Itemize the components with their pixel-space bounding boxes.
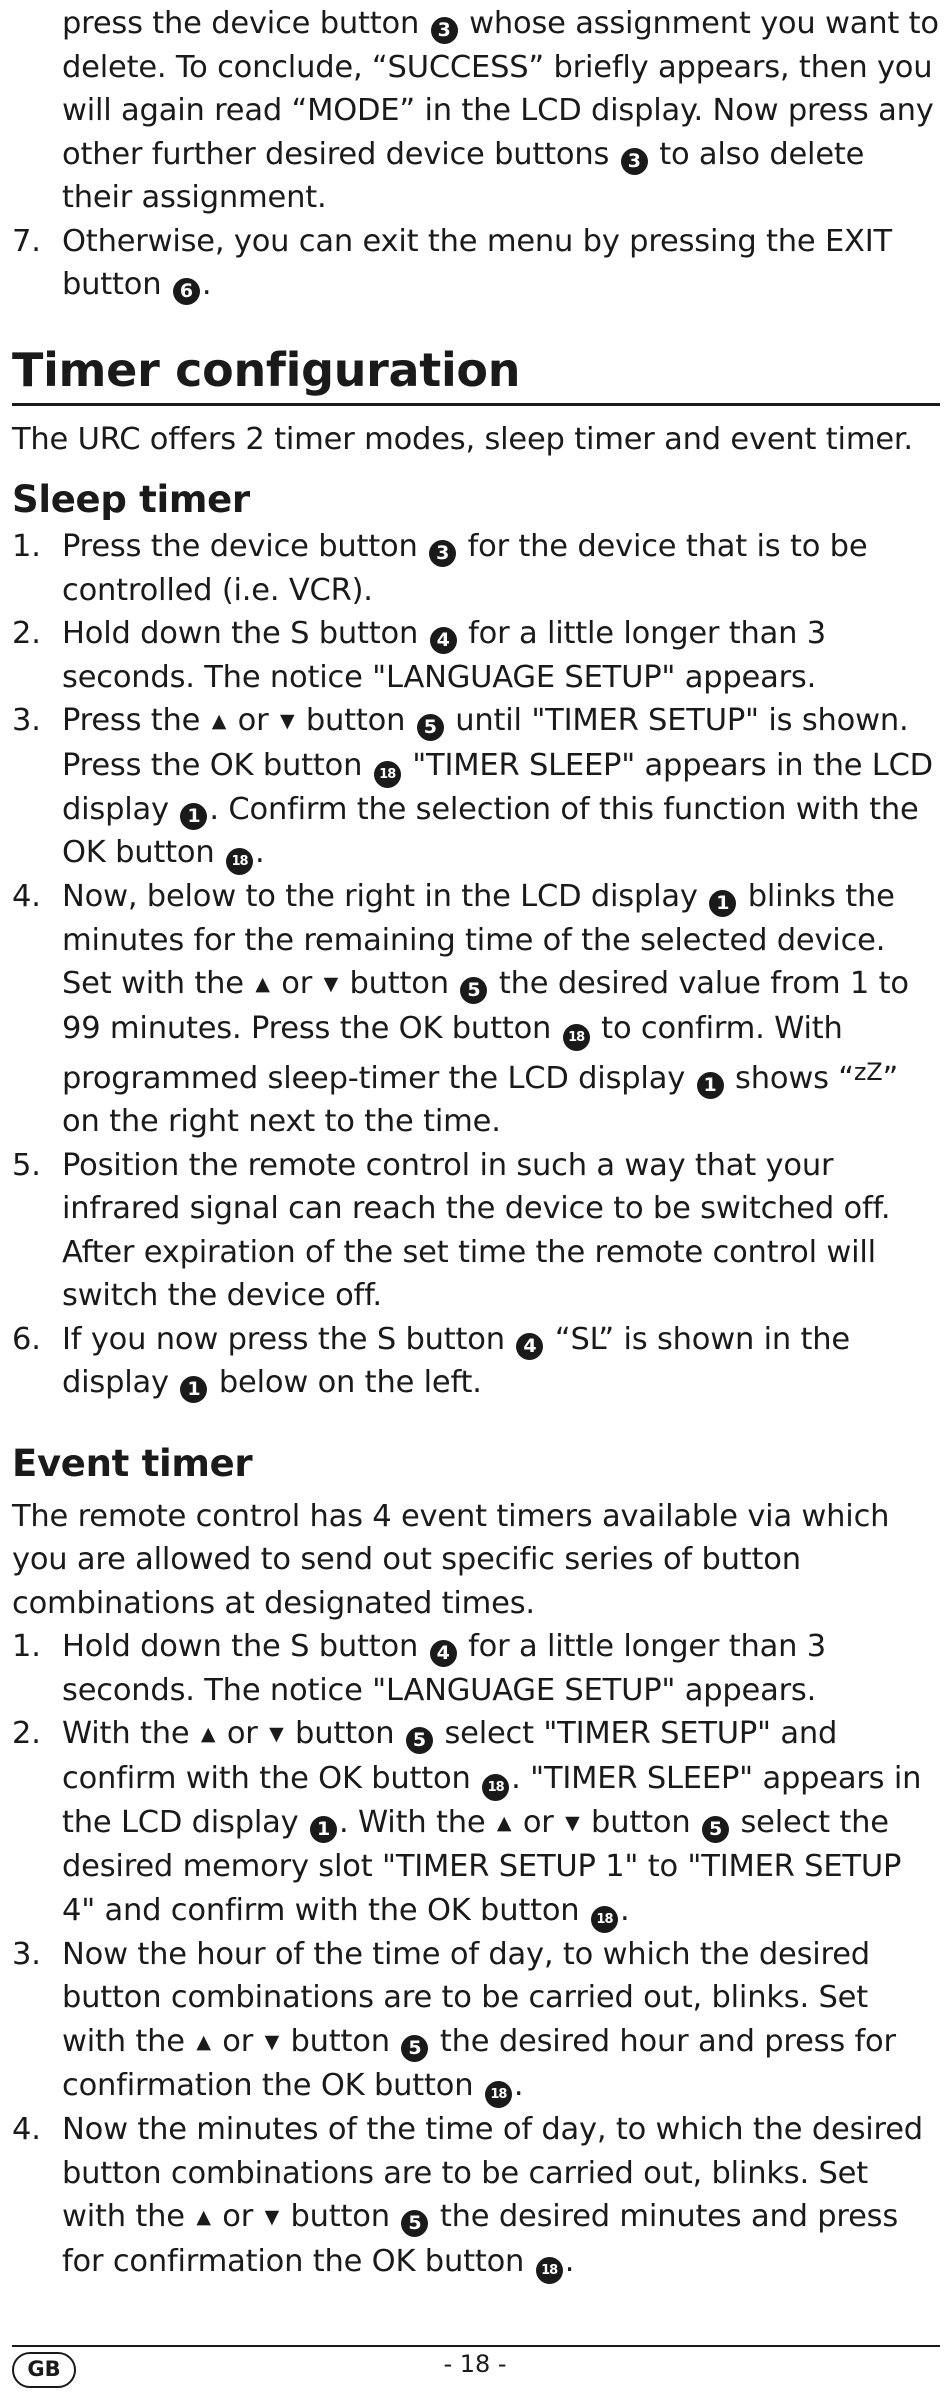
step-number: 5. xyxy=(12,1147,41,1183)
text-run: . Confirm the selection of this function with the OK button xyxy=(62,791,919,870)
badge-18-icon: 18 xyxy=(536,2257,563,2284)
text-run: or xyxy=(212,2199,263,2234)
badge-18-icon: 18 xyxy=(591,1906,618,1933)
text-run: the desired hour and press for confirmation the OK button xyxy=(62,2023,896,2103)
badge-4-icon: 4 xyxy=(516,1333,543,1360)
list-item xyxy=(12,699,940,875)
text-run: below on the left. xyxy=(209,1365,482,1400)
arrow-down-icon: ▼ xyxy=(264,2030,279,2053)
step-number: 3. xyxy=(12,703,41,738)
badge-1-icon: 1 xyxy=(180,803,207,830)
text-run: . xyxy=(564,2243,575,2279)
text-run: the desired minutes and press for confirmation the OK button xyxy=(62,2199,899,2279)
page-number: - 18 - xyxy=(443,2350,507,2378)
text-run: . With the xyxy=(339,1804,486,1840)
section-intro: The URC offers 2 timer modes, sleep timer and event timer. xyxy=(12,421,913,457)
text-run: Press the xyxy=(62,703,201,738)
subsection-title-event-timer: Event timer xyxy=(12,1441,253,1485)
step-number: 4. xyxy=(12,2112,41,2147)
badge-6-icon: 6 xyxy=(173,278,200,305)
subsection-title-sleep-timer: Sleep timer xyxy=(12,478,250,521)
text-run: . "TIMER SLEEP" appears in the LCD display xyxy=(62,1760,922,1840)
list-item xyxy=(12,875,940,1144)
text-run: or xyxy=(217,1716,268,1751)
sleep-timer-steps xyxy=(12,525,940,1405)
badge-5-icon: 5 xyxy=(406,1727,433,1754)
arrow-up-icon: ▲ xyxy=(211,710,227,732)
arrow-up-icon: ▲ xyxy=(196,2206,211,2228)
list-item xyxy=(12,1318,940,1405)
step-number: 1. xyxy=(12,529,41,564)
arrow-up-icon: ▲ xyxy=(255,973,270,995)
arrow-down-icon: ▼ xyxy=(323,973,338,995)
text-run: button xyxy=(581,1804,700,1840)
badge-18-icon: 18 xyxy=(485,2081,512,2108)
text-run: whose assignment you want to delete. To conclude, “SUCCESS” briefly appears, then you will again read “MODE” in the LCD display. Now press any other further desired device buttons xyxy=(62,6,939,172)
badge-3-icon: 3 xyxy=(621,148,648,175)
text-run: to confirm. With programmed sleep-timer the LCD display xyxy=(62,1010,843,1096)
arrow-up-icon: ▲ xyxy=(200,1723,216,1745)
text-run: Hold down the S button xyxy=(62,1629,419,1664)
badge-1-icon: 1 xyxy=(697,1072,724,1099)
event-timer-intro: The remote control has 4 event timers available via which you are allowed to send out specific series of button combinations at designated times. xyxy=(12,1498,890,1621)
text-run: or xyxy=(228,703,278,738)
list-item xyxy=(12,220,940,307)
list-item xyxy=(12,1933,940,2109)
list-item xyxy=(12,525,940,612)
list-item xyxy=(12,1625,940,1712)
list-item xyxy=(12,612,940,699)
section-title: Timer configuration xyxy=(12,341,940,406)
badge-1-icon: 1 xyxy=(310,1816,337,1843)
text-run: Position the remote control in such a way that your infrared signal can reach the device to be switched off. After expiration of the set time the remote control will switch the device off. xyxy=(62,1147,891,1313)
step-number: 2. xyxy=(12,1716,41,1751)
badge-4-icon: 4 xyxy=(430,1640,457,1667)
text-run: until "TIMER SETUP" is shown. Press the OK button xyxy=(62,703,909,783)
text-run: blinks the minutes for the remaining time of the selected device. Set with the xyxy=(62,879,895,1001)
text-run: for a little longer than 3 seconds. The notice "LANGUAGE SETUP" appears. xyxy=(62,616,826,695)
badge-18-icon: 18 xyxy=(226,848,253,875)
step-number: 7. xyxy=(12,223,41,259)
badge-5-icon: 5 xyxy=(401,2035,428,2062)
badge-3-icon: 3 xyxy=(429,540,456,567)
badge-1-icon: 1 xyxy=(709,890,736,917)
text-run: select "TIMER SETUP" and confirm with the OK button xyxy=(62,1716,838,1796)
text-run: or xyxy=(513,1804,564,1840)
text-run: button xyxy=(339,966,459,1001)
badge-5-icon: 5 xyxy=(460,977,487,1004)
language-badge: GB xyxy=(12,2352,76,2388)
intro-step-list xyxy=(12,220,940,307)
badge-5-icon: 5 xyxy=(417,714,444,741)
badge-5-icon: 5 xyxy=(401,2210,428,2237)
step-number: 4. xyxy=(12,879,41,914)
badge-5-icon: 5 xyxy=(702,1816,729,1843)
list-item xyxy=(12,2108,940,2284)
text-run: . xyxy=(513,2068,524,2103)
text-run: . xyxy=(619,1892,630,1928)
badge-18-icon: 18 xyxy=(482,1774,509,1801)
intro-continuation xyxy=(12,2,940,220)
text-run: ” on the right next to the time. xyxy=(62,1060,899,1139)
text-run: . xyxy=(201,267,212,302)
text-run: Now the hour of the time of day, to which the desired button combinations are to be carried out, blinks. Set with the xyxy=(62,1936,870,2059)
badge-4-icon: 4 xyxy=(430,627,457,654)
text-run: "TIMER SLEEP" appears in the LCD display xyxy=(62,747,933,827)
text-run: for the device that is to be controlled (i.e. VCR). xyxy=(62,529,868,608)
text-run: to also delete their assignment. xyxy=(62,136,865,215)
step-number: 2. xyxy=(12,616,41,651)
text-run: Now, below to the right in the LCD display xyxy=(62,879,698,914)
text-run: shows “ xyxy=(725,1060,854,1096)
step-number: 1. xyxy=(12,1629,41,1664)
arrow-down-icon: ▼ xyxy=(269,1723,284,1745)
arrow-up-icon: ▲ xyxy=(196,2030,211,2053)
text-run: “SL” is shown in the display xyxy=(62,1321,850,1400)
text-run: the desired value from 1 to 99 minutes. Press the OK button xyxy=(62,966,909,1046)
text-run: or xyxy=(271,966,322,1001)
text-run: select the desired memory slot "TIMER SETUP 1" to "TIMER SETUP 4" and confirm with the OK button xyxy=(62,1804,902,1928)
text-run: button xyxy=(296,703,415,738)
text-run: Press the device button xyxy=(62,529,418,564)
arrow-down-icon: ▼ xyxy=(565,1811,580,1834)
text-run: press the device button xyxy=(62,6,420,41)
text-run: Otherwise, you can exit the menu by pressing the EXIT button xyxy=(62,223,892,302)
manual-page xyxy=(12,0,940,2284)
arrow-up-icon: ▲ xyxy=(496,1811,512,1834)
text-run: button xyxy=(281,2023,400,2059)
text-run: for a little longer than 3 seconds. The notice "LANGUAGE SETUP" appears. xyxy=(62,1629,826,1708)
text-run: button xyxy=(281,2199,400,2234)
arrow-down-icon: ▼ xyxy=(264,2206,279,2228)
badge-18-icon: 18 xyxy=(563,1024,590,1051)
badge-1-icon: 1 xyxy=(180,1376,207,1403)
list-item xyxy=(12,1712,940,1933)
text-run: button xyxy=(285,1716,404,1751)
step-number: 3. xyxy=(12,1936,41,1972)
text-run: If you now press the S button xyxy=(62,1321,505,1357)
arrow-down-icon: ▼ xyxy=(279,710,295,732)
text-run: With the xyxy=(62,1716,190,1751)
badge-3-icon: 3 xyxy=(431,17,458,44)
list-item xyxy=(12,1144,940,1318)
text-run: Hold down the S button xyxy=(62,616,419,651)
text-run: Now the minutes of the time of day, to which the desired button combinations are to be carried out, blinks. Set with the xyxy=(62,2112,923,2234)
sleep-symbol: zZ xyxy=(853,1057,883,1086)
badge-18-icon: 18 xyxy=(374,761,401,788)
step-number: 6. xyxy=(12,1321,41,1357)
text-run: . xyxy=(255,835,265,870)
text-run: or xyxy=(212,2023,263,2059)
event-timer-steps xyxy=(12,1625,940,2284)
